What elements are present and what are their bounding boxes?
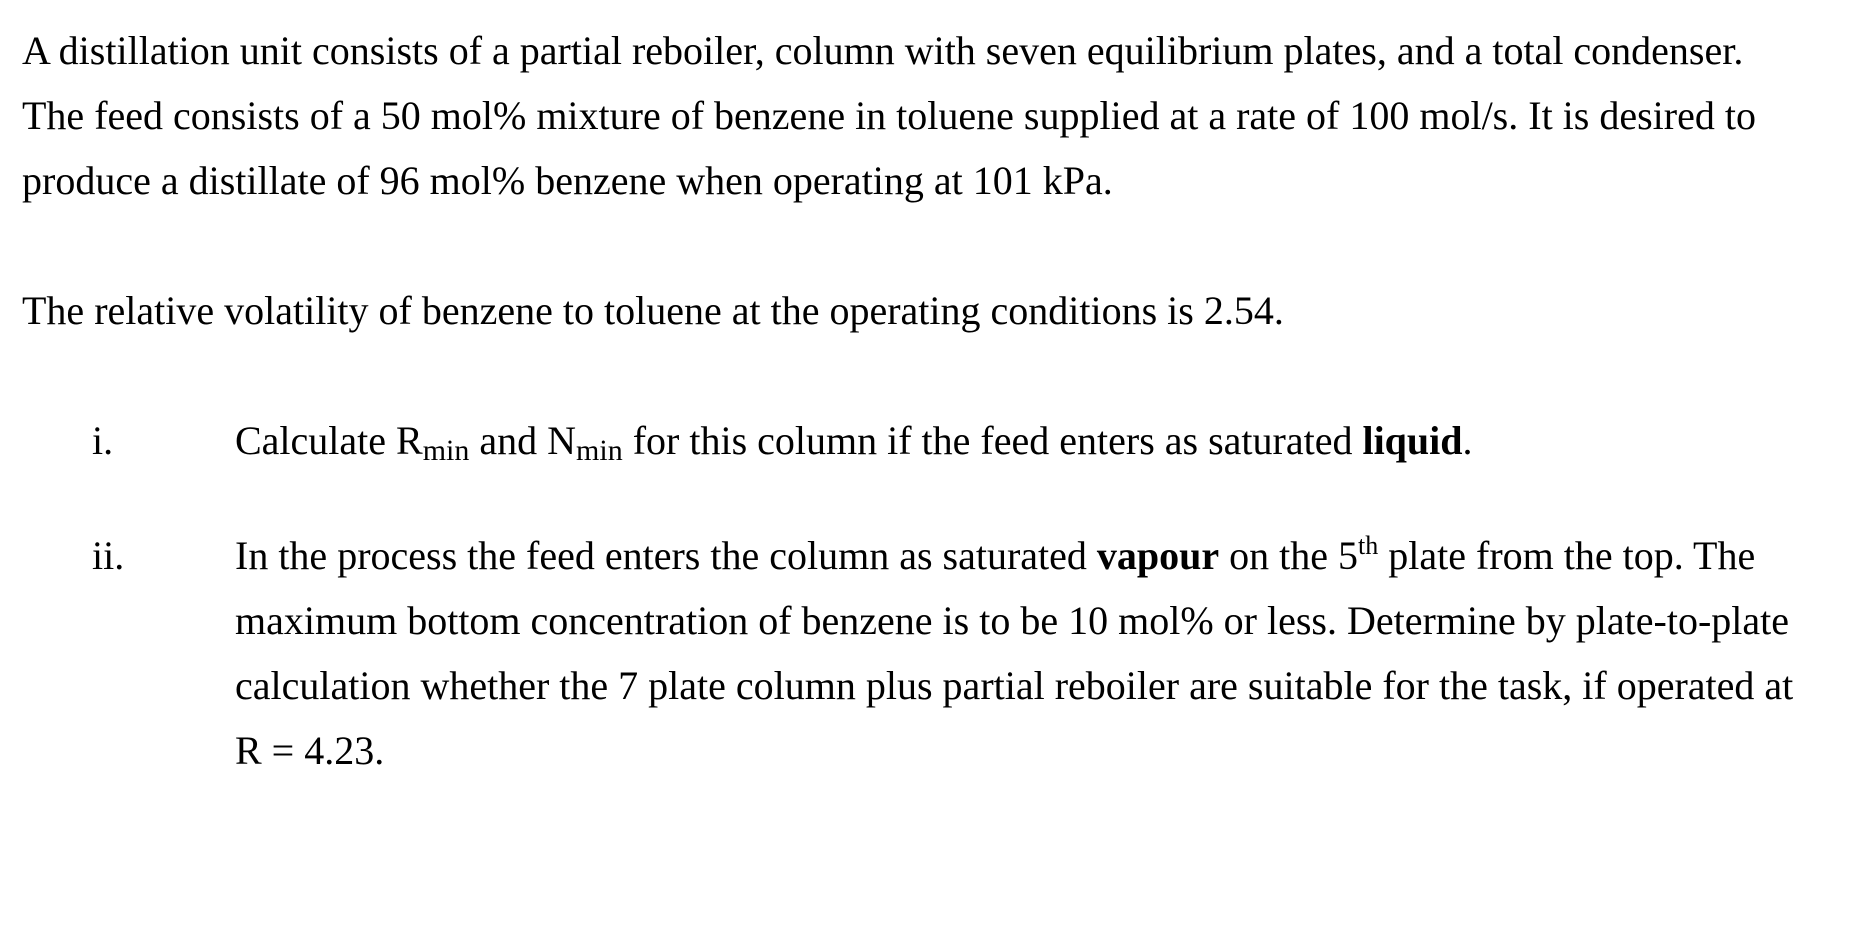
list-item-number: i. (92, 418, 114, 463)
bold-term-vapour: vapour (1096, 533, 1220, 578)
intro-paragraph: A distillation unit consists of a partial reboiler, column with seven equilibrium plates, and a total condenser. The feed consists of a 50 mol% mixture of benzene in toluene supplied at a rate of 100 mol/s. It is desired to produce a distillate of 96 mol% benzene when operating at 101 kPa. (22, 28, 1756, 203)
volatility-paragraph: The relative volatility of benzene to toluene at the operating conditions is 2.54. (22, 288, 1284, 333)
text-run: In the process the feed enters the column as saturated (235, 533, 1097, 578)
document-page (22, 18, 1842, 783)
list-item-1 (22, 408, 1842, 473)
bold-term-liquid: liquid (1362, 418, 1463, 463)
text-run: on the 5 (1219, 533, 1359, 578)
list-item-number: ii. (92, 533, 125, 578)
text-run: for this column if the feed enters as saturated (622, 418, 1363, 463)
list-item-text (235, 523, 1825, 783)
text-run: and N (469, 418, 577, 463)
text-run: . (1462, 418, 1473, 463)
superscript-th: th (1358, 531, 1379, 560)
list-item-2 (22, 523, 1842, 783)
text-run: Calculate R (235, 418, 423, 463)
subscript-min: min (422, 434, 470, 467)
list-item-text (235, 408, 1825, 473)
text-run: plate from the top. The maximum bottom concentration of benzene is to be 10 mol% or less. Determine by plate-to-plate calculation whether the 7 plate column plus partial reboiler are suitable for the task, if operated at R = 4.23. (235, 533, 1794, 773)
subscript-min: min (576, 434, 623, 467)
